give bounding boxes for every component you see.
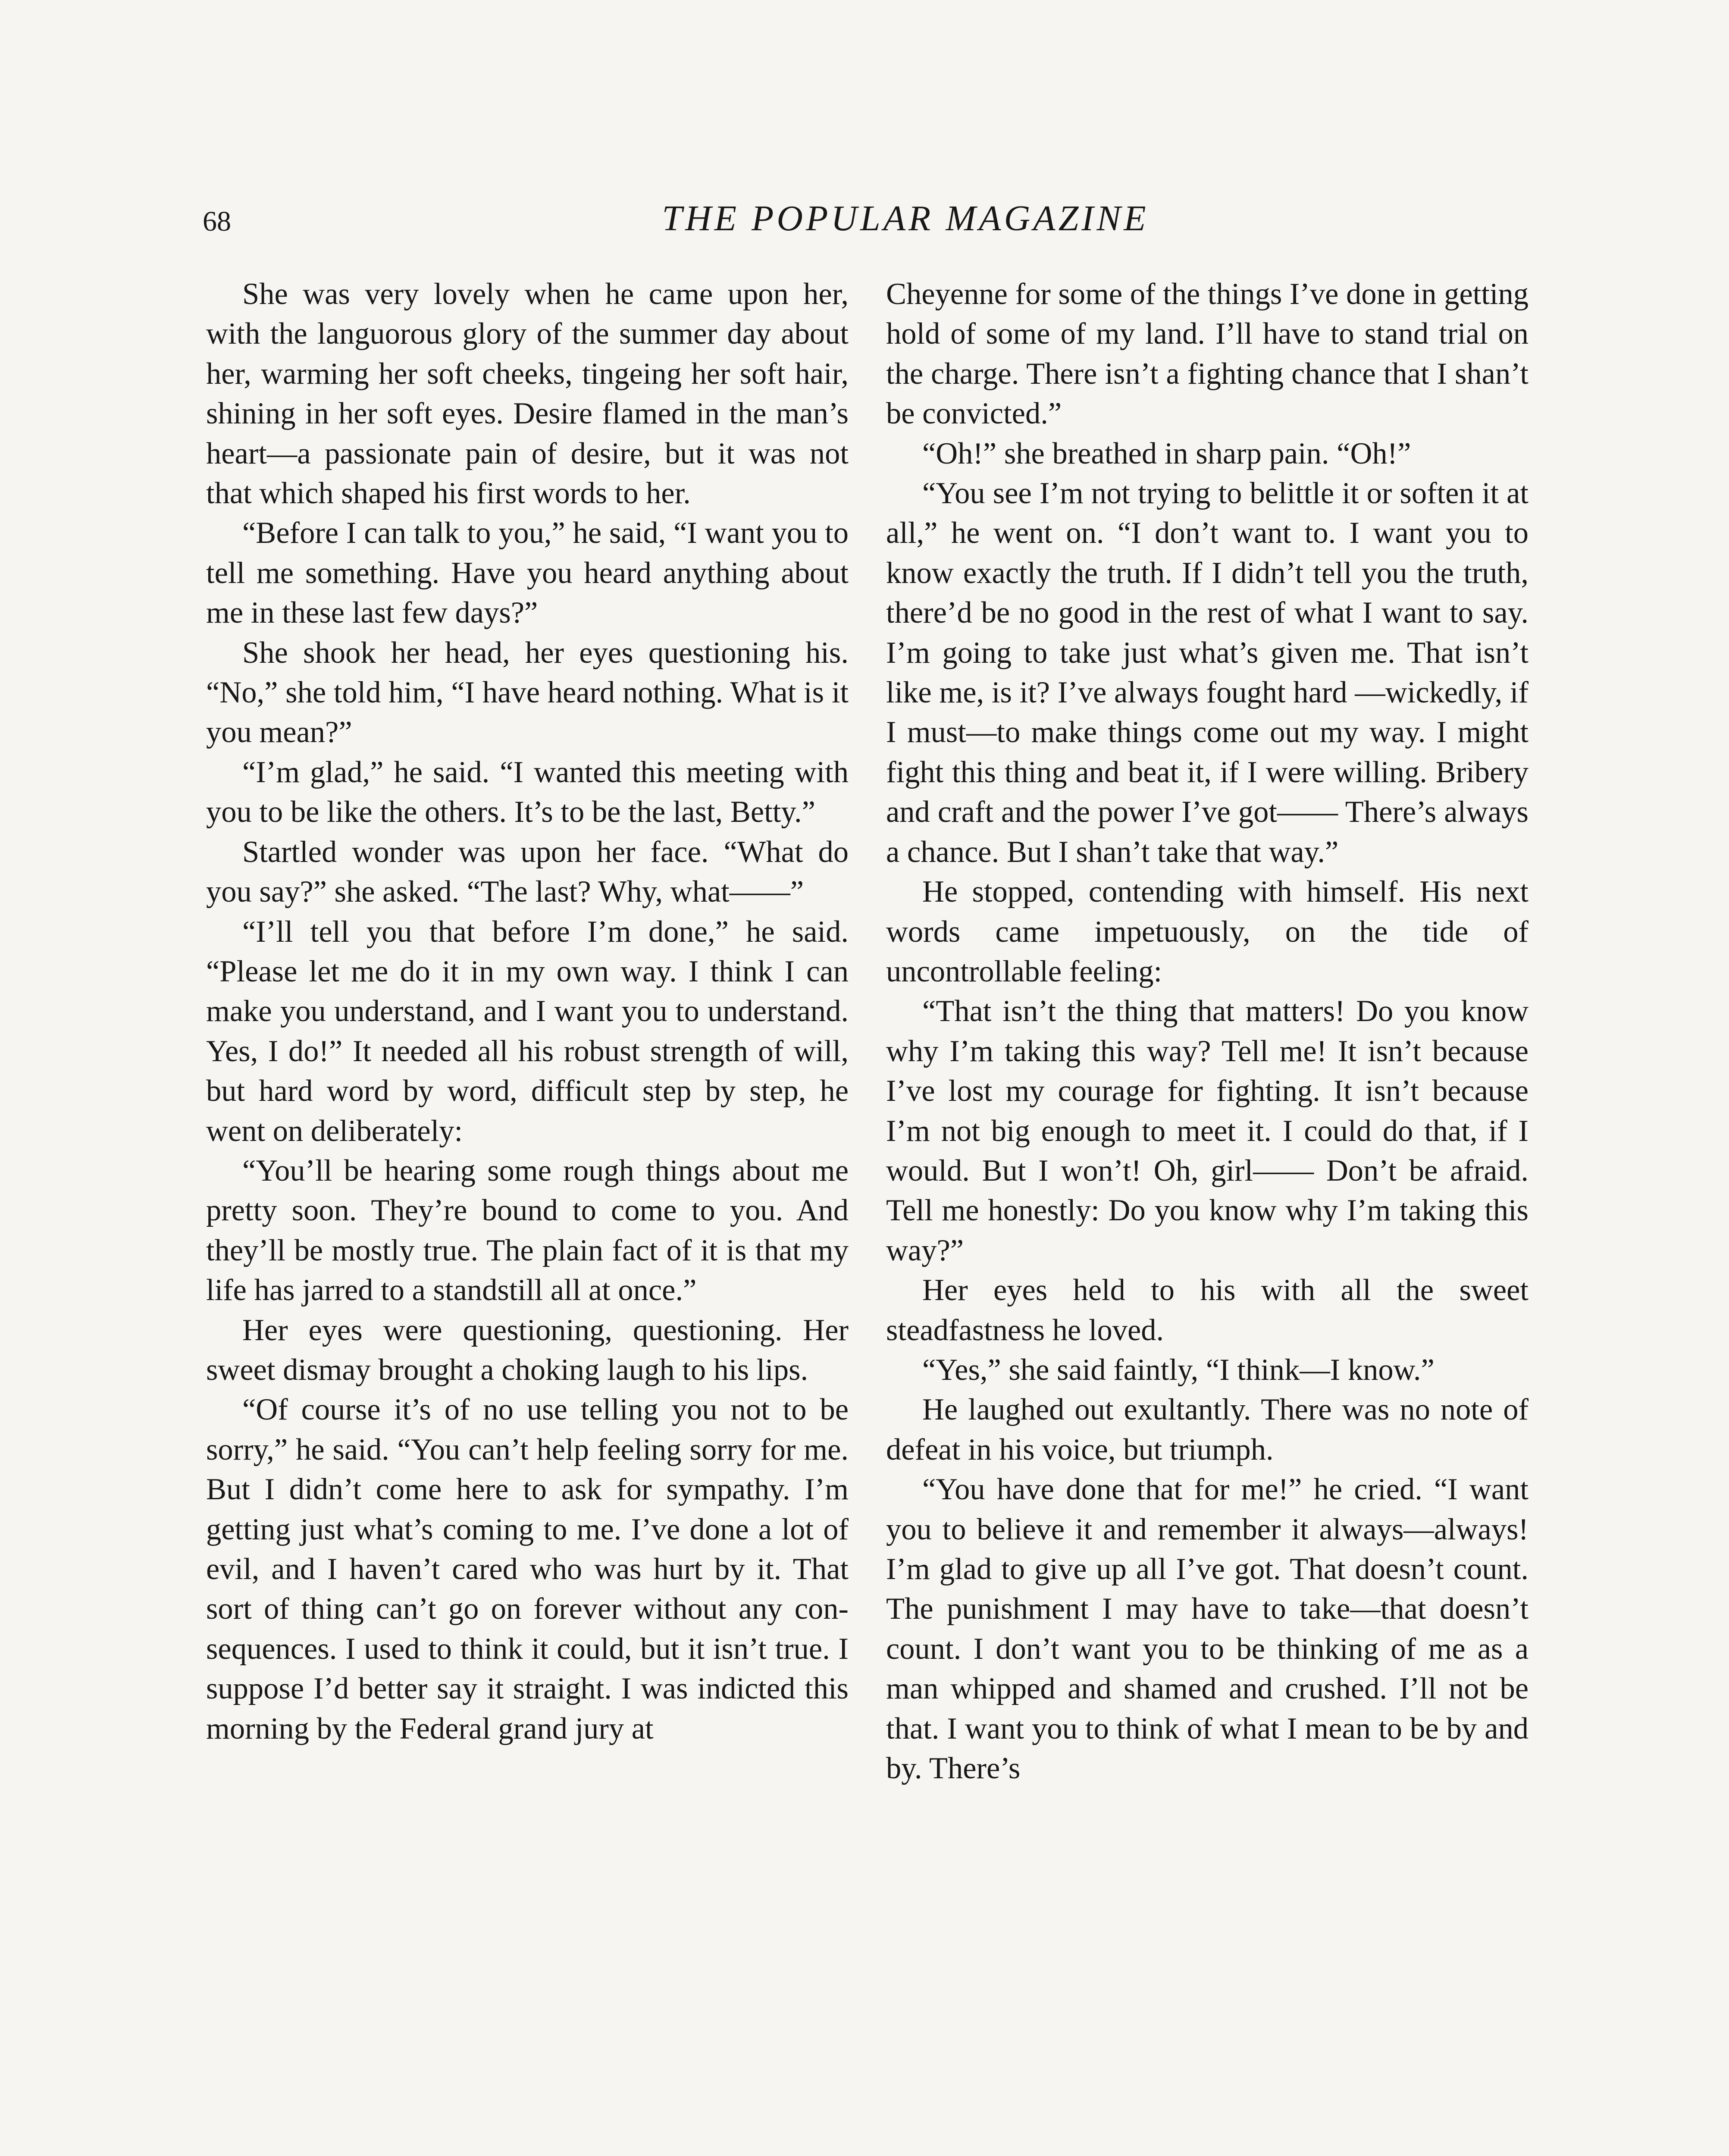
paragraph: She was very lovely when he came upon her, with the languorous glory of the summer day about her, warming her soft cheeks, tingeing her soft hair, shining in her soft eyes. Desire flamed in the man’s heart—a passionate pain of desire, but it was not that which shaped his first words to her. <box>206 277 849 511</box>
paragraph: “Before I can talk to you,” he said, “I want you to tell me something. Have you heard anything about me in these last few days?” <box>206 516 849 630</box>
right-column <box>886 274 1529 1788</box>
paragraph: He stopped, contending with himself. His next words came impetuously, on the tide of uncontrollable feeling: <box>886 875 1529 988</box>
paragraph: “That isn’t the thing that matters! Do you know why I’m taking this way? Tell me! It isn’t because I’ve lost my courage for fighting. It isn’t because I’m not big enough to meet it. I could do that, if I would. But I won’t! Oh, girl—— Don’t be afraid. Tell me honestly: Do you know why I’m taking this way?” <box>886 994 1529 1267</box>
paragraph: She shook her head, her eyes questioning his. “No,” she told him, “I have heard nothing. What is it you mean?” <box>206 636 849 749</box>
paragraph: “I’m glad,” he said. “I wanted this meeting with you to be like the others. It’s to be the last, Betty.” <box>206 755 849 829</box>
paragraph: He laughed out exultantly. There was no note of defeat in his voice, but triumph. <box>886 1393 1529 1467</box>
running-head: THE POPULAR MAGAZINE <box>662 198 1149 238</box>
paragraph: “Oh!” she breathed in sharp pain. “Oh!” <box>922 436 1411 470</box>
paragraph: “Yes,” she said faintly, “I think—I know.” <box>922 1353 1435 1387</box>
page-number: 68 <box>203 206 231 237</box>
paragraph: Startled wonder was upon her face. “What do you say?” she asked. “The last? Why, what——” <box>206 835 849 909</box>
left-column <box>206 274 849 1749</box>
paragraph: “You see I’m not trying to belittle it or soften it at all,” he went on. “I don’t want to. I want you to know exactly the truth. If I didn’t tell you the truth, there’d be no good in the rest of what I want to say. I’m going to take just what’s given me. That isn’t like me, is it? I’ve always fought hard —wickedly, if I must—to make things come out my way. I might fight this thing and beat it, if I were willing. Bribery and craft and the power I’ve got—— There’s always a chance. But I shan’t take that way.” <box>886 476 1529 869</box>
paragraph: Her eyes held to his with all the sweet steadfastness he loved. <box>886 1273 1529 1347</box>
paragraph: Her eyes were questioning, questioning. Her sweet dismay brought a choking laugh to his lips. <box>206 1313 849 1387</box>
paragraph: “You’ll be hearing some rough things about me pretty soon. They’re bound to come to you. And they’ll be mostly true. The plain fact of it is that my life has jarred to a standstill all at once.” <box>206 1153 849 1307</box>
paragraph: “You have done that for me!” he cried. “I want you to believe it and remember it always—always! I’m glad to give up all I’ve got. That doesn’t count. The punishment I may have to take—that doesn’t count. I don’t want you to be thinking of me as a man whipped and shamed and crushed. I’ll not be that. I want you to think of what I mean to be by and by. There’s <box>886 1473 1529 1786</box>
paragraph: “I’ll tell you that before I’m done,” he said. “Please let me do it in my own way. I think I can make you understand, and I want you to understand. Yes, I do!” It needed all his robust strength of will, but hard word by word, difficult step by step, he went on deliberately: <box>206 915 849 1148</box>
paragraph: “Of course it’s of no use telling you not to be sorry,” he said. “You can’t help feeling sorry for me. But I didn’t come here to ask for sympathy. I’m getting just what’s coming to me. I’ve done a lot of evil, and I haven’t cared who was hurt by it. That sort of thing can’t go on forever without any consequences. I used to think it could, but it isn’t true. I suppose I’d better say it straight. I was indicted this morning by the Federal grand jury at <box>206 1393 849 1745</box>
paragraph-continued: Cheyenne for some of the things I’ve done in getting hold of some of my land. I’ll have to stand trial on the charge. There isn’t a fighting chance that I shan’t be convicted.” <box>886 277 1529 431</box>
